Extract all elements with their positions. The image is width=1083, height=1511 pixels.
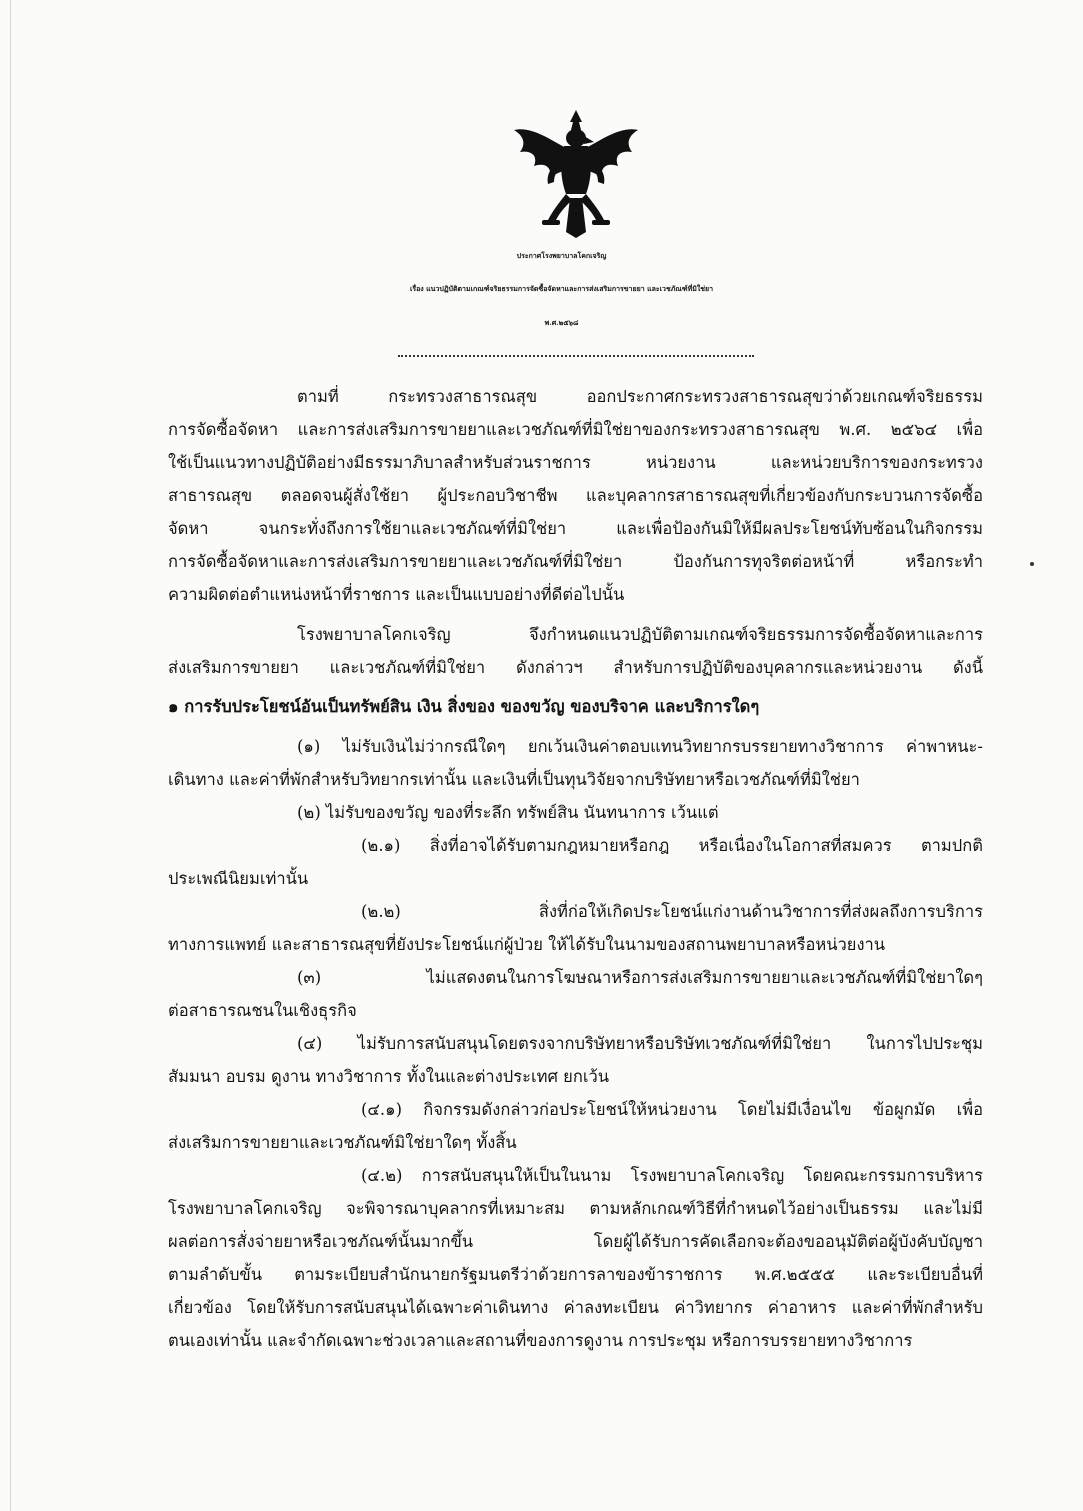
body-line: โรงพยาบาลโคกเจริญ จะพิจารณาบุคลากรที่เหมาะสม ตามหลักเกณฑ์วิธีที่กำหนดไว้อย่างเป็นธรรม และไม่มี: [168, 1199, 983, 1218]
body-line: จัดหา จนกระทั่งถึงการใช้ยาและเวชภัณฑ์ที่มิใช่ยา และเพื่อป้องกันมิให้มีผลประโยชน์ทับซ้อนในกิจกรรม: [168, 519, 983, 538]
body-line: การจัดซื้อจัดหาและการส่งเสริมการขายยาและเวชภัณฑ์ที่มิใช่ยา ป้องกันการทุจริตต่อหน้าที่ หรือกระทำ: [168, 552, 983, 571]
body-line: ผลต่อการสั่งจ่ายยาหรือเวชภัณฑ์นั้นมากขึ้น โดยผู้ได้รับการคัดเลือกจะต้องขออนุมัติต่อผู้บังคับบัญชา: [168, 1232, 983, 1251]
body-line: ใช้เป็นแนวทางปฏิบัติอย่างมีธรรมาภิบาลสำหรับส่วนราชการ หน่วยงาน และหน่วยบริการของกระทรวง: [168, 453, 983, 472]
body-line: (๒.๒) สิ่งที่ก่อให้เกิดประโยชน์แก่งานด้านวิชาการที่ส่งผลถึงการบริการ: [361, 902, 983, 921]
announcement-title: ประกาศโรงพยาบาลโคกเจริญ: [516, 251, 607, 260]
body-line: ตนเองเท่านั้น และจำกัดเฉพาะช่วงเวลาและสถานที่ของการดูงาน การประชุม หรือการบรรยายทางวิชาการ: [168, 1331, 913, 1350]
body-line: ตามที่ กระทรวงสาธารณสุข ออกประกาศกระทรวงสาธารณสุขว่าด้วยเกณฑ์จริยธรรม: [297, 387, 983, 406]
body-line: สัมมนา อบรม ดูงาน ทางวิชาการ ทั้งในและต่างประเทศ ยกเว้น: [168, 1067, 610, 1086]
body-line: (๑) ไม่รับเงินไม่ว่ากรณีใดๆ ยกเว้นเงินค่าตอบแทนวิทยากรบรรยายทางวิชาการ ค่าพาหนะ-: [297, 737, 983, 756]
section-heading: ๑ การรับประโยชน์อันเป็นทรัพย์สิน เงิน สิ่งของ ของขวัญ ของบริจาค และบริการใดๆ: [168, 697, 760, 716]
body-line: (๒) ไม่รับของขวัญ ของที่ระลึก ทรัพย์สิน นันทนาการ เว้นแต่: [297, 803, 719, 822]
body-line: (๔.๑) กิจกรรมดังกล่าวก่อประโยชน์ให้หน่วยงาน โดยไม่มีเงื่อนไข ข้อผูกมัด เพื่อ: [361, 1100, 983, 1119]
body-line: ความผิดต่อตำแหน่งหน้าที่ราชการ และเป็นแบบอย่างที่ดีต่อไปนั้น: [168, 585, 625, 604]
body-line: (๔.๒) การสนับสนุนให้เป็นในนาม โรงพยาบาลโคกเจริญ โดยคณะกรรมการบริหาร: [361, 1166, 983, 1185]
body-line: (๓) ไม่แสดงตนในการโฆษณาหรือการส่งเสริมการขายยาและเวชภัณฑ์ที่มิใช่ยาใดๆ: [297, 968, 983, 987]
body-line: ทางการแพทย์ และสาธารณสุขที่ยังประโยชน์แก่ผู้ป่วย ให้ได้รับในนามของสถานพยาบาลหรือหน่วยงาน: [168, 935, 886, 954]
body-line: ประเพณีนิยมเท่านั้น: [168, 869, 309, 888]
body-line: ส่งเสริมการขายยาและเวชภัณฑ์มิใช่ยาใดๆ ทั้งสิ้น: [168, 1133, 517, 1152]
dotted-separator: [398, 345, 754, 357]
body-line: เดินทาง และค่าที่พักสำหรับวิทยากรเท่านั้น และเงินที่เป็นทุนวิจัยจากบริษัทยาหรือเวชภัณฑ์ที่มิใช่ยา: [168, 770, 860, 789]
announcement-year: พ.ศ.๒๕๖๘: [544, 318, 579, 327]
body-line: ต่อสาธารณชนในเชิงธุรกิจ: [168, 1001, 357, 1020]
body-line: ตามลำดับขั้น ตามระเบียบสำนักนายกรัฐมนตรีว่าด้วยการลาของข้าราชการ พ.ศ.๒๕๕๕ และระเบียบอื่นที่: [168, 1265, 983, 1284]
body-line: การจัดซื้อจัดหา และการส่งเสริมการขายยาและเวชภัณฑ์ที่มิใช่ยาของกระทรวงสาธารณสุข พ.ศ. ๒๕๖๔ เพื่อ: [168, 420, 983, 439]
scan-speck: [1030, 562, 1034, 566]
garuda-emblem-icon: [508, 108, 644, 240]
body-line: สาธารณสุข ตลอดจนผู้สั่งใช้ยา ผู้ประกอบวิชาชีพ และบุคลากรสาธารณสุขที่เกี่ยวข้องกับกระบวนการจัดซื้อ: [168, 486, 983, 505]
body-line: เกี่ยวข้อง โดยให้รับการสนับสนุนได้เฉพาะค่าเดินทาง ค่าลงทะเบียน ค่าวิทยากร ค่าอาหาร และค่าที่พักสำหรับ: [168, 1298, 983, 1317]
page-edge: [10, 0, 11, 1511]
body-line: (๒.๑) สิ่งที่อาจได้รับตามกฎหมายหรือกฎ หรือเนื่องในโอกาสที่สมควร ตามปกติ: [361, 836, 983, 855]
announcement-subject: เรื่อง แนวปฏิบัติตามเกณฑ์จริยธรรมการจัดซื้อจัดหาและการส่งเสริมการขายยา และเวชภัณฑ์ที่มิใช่ยา: [409, 284, 714, 293]
body-line: ส่งเสริมการขายยา และเวชภัณฑ์ที่มิใช่ยา ดังกล่าวฯ สำหรับการปฏิบัติของบุคลากรและหน่วยงาน ดังนี้: [168, 658, 983, 677]
body-line: โรงพยาบาลโคกเจริญ จึงกำหนดแนวปฏิบัติตามเกณฑ์จริยธรรมการจัดซื้อจัดหาและการ: [297, 625, 983, 644]
body-line: (๔) ไม่รับการสนับสนุนโดยตรงจากบริษัทยาหรือบริษัทเวชภัณฑ์ที่มิใช่ยา ในการไปประชุม: [297, 1034, 983, 1053]
